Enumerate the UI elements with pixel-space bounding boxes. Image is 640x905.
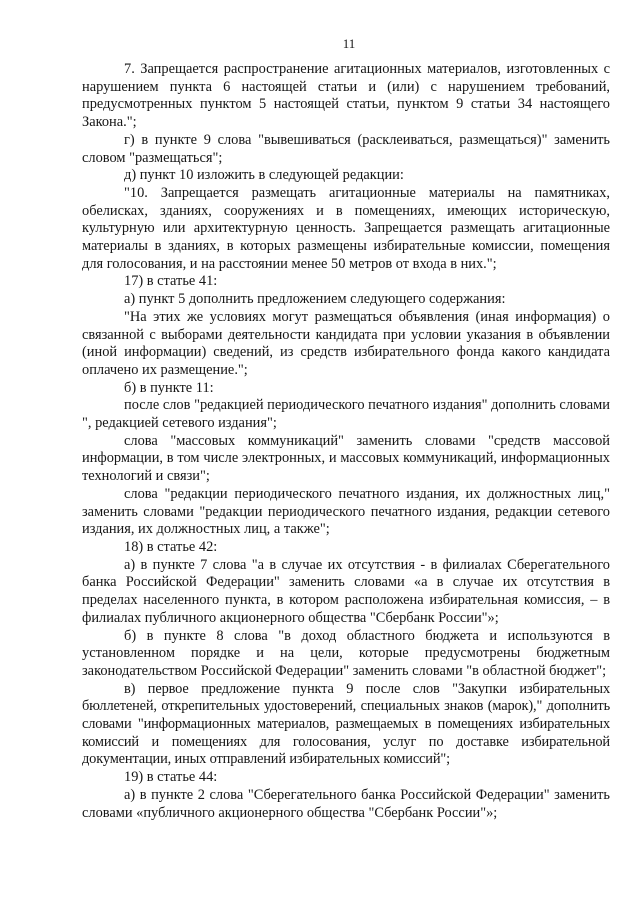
paragraph-3: д) пункт 10 изложить в следующей редакции: [124,167,404,184]
paragraph-2: г) в пункте 9 слова "вывешиваться (расклеиваться, размещаться)" заменить словом "размещаться"; [82,131,610,166]
paragraph-4: "10. Запрещается размещать агитационные материалы на памятниках, обелисках, зданиях, сооружениях и в помещениях, имеющих историческую, культурную или архитектурную ценность. Запрещается размещать агитационные материалы в зданиях, в которых размещены избирательные комиссии, помещения для голосования, и на расстоянии менее 50 метров от входа в них."; [82,184,610,272]
paragraph-6: а) пункт 5 дополнить предложением следующего содержания: [124,291,506,308]
paragraph-13: а) в пункте 7 слова "а в случае их отсутствия - в филиалах Сберегательного банка Российской Федерации" заменить словами «а в случае их отсутствия в пределах населенного пункта, в котором расположена избирательная комиссия, – в филиалах публичного акционерного общества "Сбербанк России"»; [82,556,610,626]
paragraph-14: б) в пункте 8 слова "в доход областного бюджета и используются в установленном порядке и на цели, которые предусмотрены бюджетным законодательством Российской Федерации" заменить словами "в областной бюджет"; [82,627,610,679]
paragraph-10: слова "массовых коммуникаций" заменить словами "средств массовой информации, в том числе электронных, и массовых коммуникаций, информационных технологий и связи"; [82,432,610,485]
paragraph-15: в) первое предложение пункта 9 после слов "Закупки избирательных бюллетеней, открепительных удостоверений, специальных знаков (марок)," дополнить словами "информационных материалов, размещаемых в помещениях избирательных комиссий и помещениях для голосования, услуг по доставке избирательной документации, иных отправлений избирательных комиссий"; [82,680,610,768]
paragraph-11: слова "редакции периодического печатного издания, их должностных лиц," заменить словами "редакции периодического печатного издания, редакции сетевого издания, их должностных лиц, а также"; [82,485,610,538]
paragraph-1: 7. Запрещается распространение агитационных материалов, изготовленных с нарушением пункта 6 настоящей статьи и (или) с нарушением требований, предусмотренных пунктом 5 настоящей статьи, пунктом 9 статьи 34 настоящего Закона."; [82,61,610,131]
page-number: 11 [342,36,356,51]
paragraph-17: а) в пункте 2 слова "Сберегательного банка Российской Федерации" заменить словами «публичного акционерного общества "Сбербанк России"»; [82,786,610,821]
paragraph-12: 18) в статье 42: [124,538,218,555]
paragraph-16: 19) в статье 44: [124,769,218,786]
paragraph-5: 17) в статье 41: [124,273,218,290]
paragraph-8: б) в пункте 11: [124,379,214,396]
paragraph-9: после слов "редакцией периодического печатного издания" дополнить словами ", редакцией сетевого издания"; [82,397,610,432]
paragraph-7: "На этих же условиях могут размещаться объявления (иная информация) о связанной с выборами деятельности кандидата при условии указания в объявлении (иной информации) сведений, из средств избирательного фонда какого кандидата оплачено их размещение."; [82,308,610,378]
